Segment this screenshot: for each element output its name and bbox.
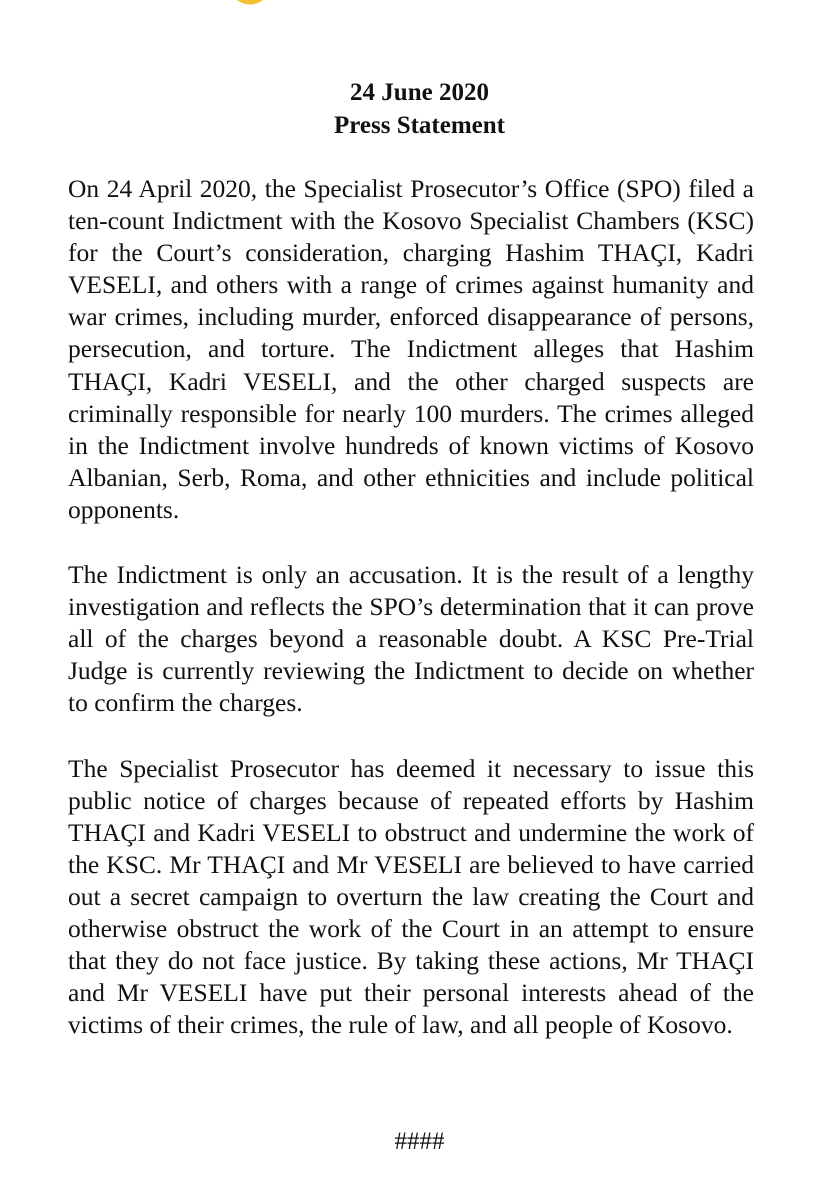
statement-body	[68, 173, 754, 1074]
paragraph-charges: On 24 April 2020, the Specialist Prosecutor’s Office (SPO) filed a ten-count Indictment with the Kosovo Specialist Chambers (KSC) for the Court’s consideration, charging Hashim THAÇI, Kadri VESELI, and others with a range of crimes against humanity and war crimes, including murder, enforced disappearance of persons, persecution, and torture. The Indictment alleges that Hashim THAÇI, Kadri VESELI, and the other charged suspects are criminally responsible for nearly 100 murders. The crimes alleged in the Indictment involve hundreds of known victims of Kosovo Albanian, Serb, Roma, and other ethnicities and include political opponents.	[68, 174, 754, 524]
statement-date: 24 June 2020	[350, 79, 489, 106]
logo-fragment-icon	[222, 0, 278, 10]
end-marker: ####	[394, 1128, 445, 1155]
paragraph-public-notice: The Specialist Prosecutor has deemed it necessary to issue this public notice of charges because of repeated efforts by Hashim THAÇI and Kadri VESELI to obstruct and undermine the work of the KSC. Mr THAÇI and Mr VESELI are believed to have carried out a secret campaign to overturn the law creating the Court and otherwise obstruct the work of the Court in an attempt to ensure that they do not face justice. By taking these actions, Mr THAÇI and Mr VESELI have put their personal interests ahead of the victims of their crimes, the rule of law, and all people of Kosovo.	[68, 753, 754, 1040]
statement-title: Press Statement	[333, 112, 506, 139]
paragraph-accusation: The Indictment is only an accusation. It is the result of a lengthy investigation and reflects the SPO’s determination that it can prove all of the charges beyond a reasonable doubt. A KSC Pre-Trial Judge is currently reviewing the Indictment to decide on whether to confirm the charges.	[68, 560, 754, 718]
statement-header	[0, 76, 839, 142]
